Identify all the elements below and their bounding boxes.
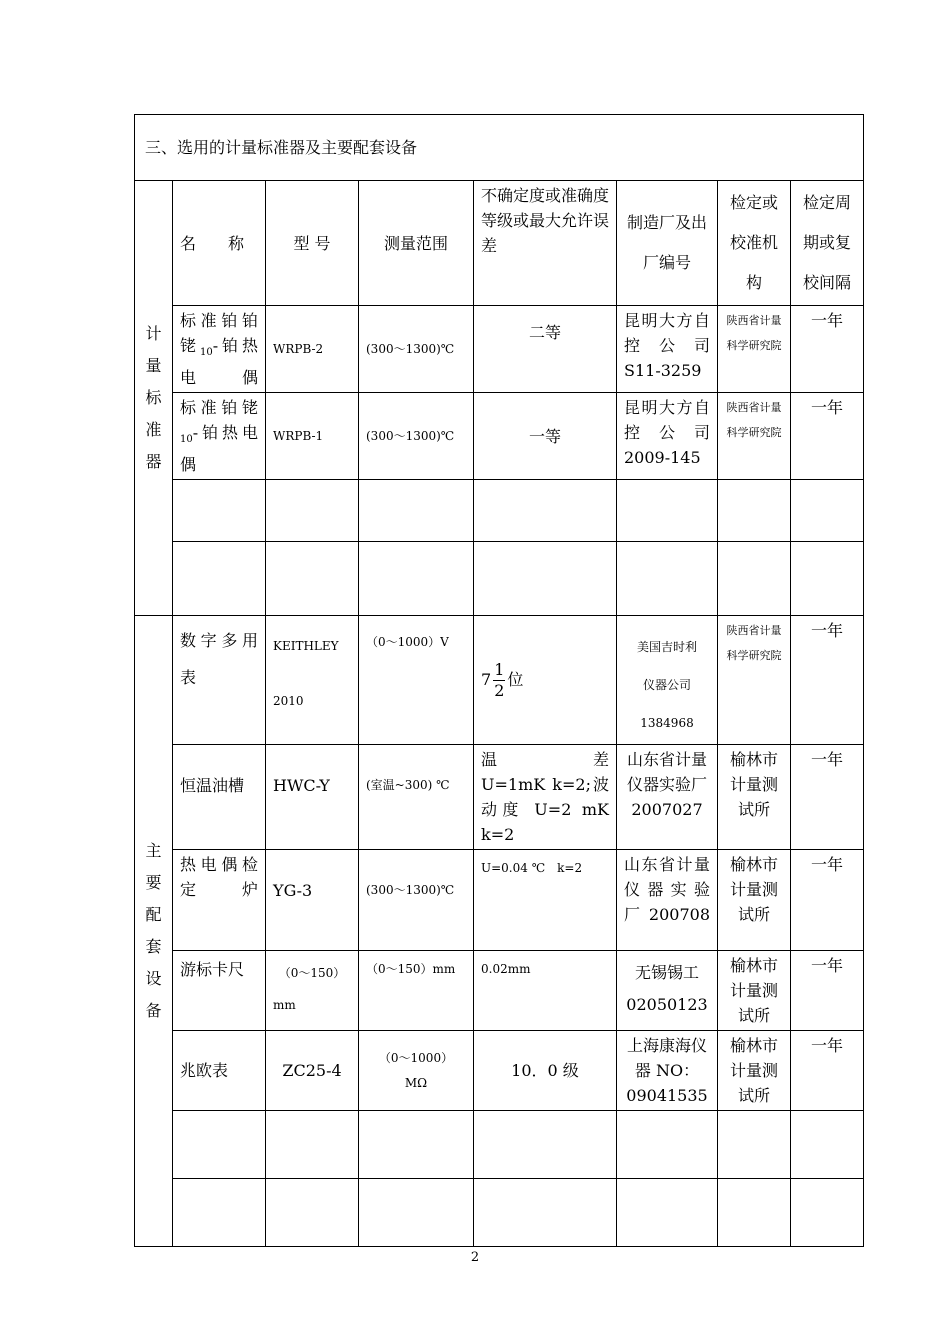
equipment-period: 一年 <box>791 1031 864 1111</box>
equipment-period: 一年 <box>791 616 864 745</box>
equipment-range: （0～1000）V <box>359 616 474 745</box>
header-range: 测量范围 <box>359 181 474 306</box>
equipment-uncertainty: 7 $\frac{1}{2}$ 位 <box>474 616 617 745</box>
standard-model: WRPB-2 <box>266 306 359 393</box>
equipment-maker: 上海康海仪器 NO：09041535 <box>617 1031 718 1111</box>
group-label-equipment: 主 要 配 套 设 备 <box>135 616 173 1247</box>
header-model: 型 号 <box>266 181 359 306</box>
header-name: 名 称 <box>173 181 266 306</box>
equipment-model: HWC-Y <box>266 745 359 850</box>
table-row <box>135 850 864 951</box>
equipment-institution: 榆林市计量测试所 <box>718 1031 791 1111</box>
table-row <box>135 1179 864 1247</box>
standard-period: 一年 <box>791 306 864 393</box>
equipment-maker: 山东省计量仪器实验厂 2007027 <box>617 745 718 850</box>
standard-maker: 昆明大方自控公司 2009-145 <box>617 393 718 480</box>
equipment-institution: 榆林市计量测试所 <box>718 850 791 951</box>
standard-range: (300～1300)℃ <box>359 393 474 480</box>
header-institution: 检定或校准机构 <box>718 181 791 306</box>
equipment-period: 一年 <box>791 850 864 951</box>
table-row <box>135 951 864 1031</box>
standard-model: WRPB-1 <box>266 393 359 480</box>
standard-range: (300～1300)℃ <box>359 306 474 393</box>
equipment-model: KEITHLEY 2010 <box>266 616 359 745</box>
standard-name: 标准铂铑$_{10}$-铂热电偶 <box>173 393 266 480</box>
header-maker: 制造厂及出厂编号 <box>617 181 718 306</box>
equipment-model: ZC25-4 <box>266 1031 359 1111</box>
equipment-range: （0～150）mm <box>359 951 474 1031</box>
equipment-name: 兆欧表 <box>173 1031 266 1111</box>
equipment-name: 恒温油槽 <box>173 745 266 850</box>
table-row <box>135 542 864 616</box>
standard-maker: 昆明大方自控公司 S11-3259 <box>617 306 718 393</box>
equipment-range: (室温~300) ℃ <box>359 745 474 850</box>
table-row <box>135 745 864 850</box>
table-row <box>135 306 864 393</box>
equipment-name: 热电偶检定炉 <box>173 850 266 951</box>
equipment-model: （0～150） mm <box>266 951 359 1031</box>
standard-name: 标准铂铂铑$_{10}$-铂热电偶 <box>173 306 266 393</box>
standard-institution: 陕西省计量科学研究院 <box>718 393 791 480</box>
equipment-maker: 山东省计量仪器实验 厂 200708 <box>617 850 718 951</box>
standard-uncertainty: 一等 <box>474 393 617 480</box>
equipment-table <box>134 114 864 1247</box>
header-period: 检定周期或复校间隔 <box>791 181 864 306</box>
equipment-model: YG-3 <box>266 850 359 951</box>
equipment-period: 一年 <box>791 745 864 850</box>
equipment-uncertainty: 0.02mm <box>474 951 617 1031</box>
equipment-range: (300～1300)℃ <box>359 850 474 951</box>
group-label-standards: 计 量 标 准 器 <box>135 181 173 616</box>
equipment-institution: 榆林市计量测试所 <box>718 745 791 850</box>
header-uncertainty: 不确定度或准确度等级或最大允许误差 <box>474 181 617 306</box>
equipment-maker: 美国吉时利 仪器公司 1384968 <box>617 616 718 745</box>
table-row <box>135 480 864 542</box>
table-row <box>135 1031 864 1111</box>
table-row <box>135 616 864 745</box>
equipment-uncertainty: U=0.04 ℃ k=2 <box>474 850 617 951</box>
equipment-range: （0～1000） MΩ <box>359 1031 474 1111</box>
equipment-period: 一年 <box>791 951 864 1031</box>
equipment-maker: 无锡锡工 02050123 <box>617 951 718 1031</box>
table-row <box>135 1111 864 1179</box>
equipment-name: 游标卡尺 <box>173 951 266 1031</box>
equipment-uncertainty: 10．0 级 <box>474 1031 617 1111</box>
page-number: 2 <box>470 1250 480 1265</box>
standard-period: 一年 <box>791 393 864 480</box>
table-row <box>135 393 864 480</box>
standard-institution: 陕西省计量科学研究院 <box>718 306 791 393</box>
equipment-institution: 陕西省计量科学研究院 <box>718 616 791 745</box>
section-title: 三、选用的计量标准器及主要配套设备 <box>135 115 864 181</box>
standard-uncertainty: 二等 <box>474 306 617 393</box>
equipment-institution: 榆林市计量测试所 <box>718 951 791 1031</box>
equipment-name: 数字多用表 <box>173 616 266 745</box>
equipment-uncertainty: 温 差 U=1mK k=2;波动度 U=2 mK k=2 <box>474 745 617 850</box>
